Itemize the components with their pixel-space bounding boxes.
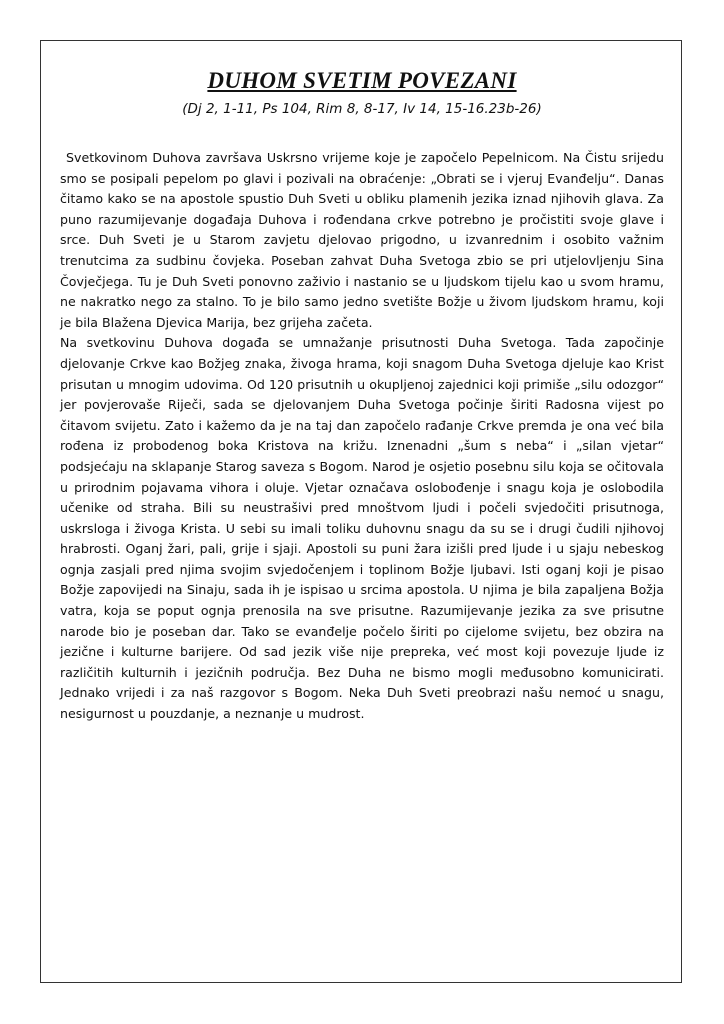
paragraph-1: Svetkovinom Duhova završava Uskrsno vrijeme koje je započelo Pepelnicom. Na Čistu srijedu smo se posipali pepelom po glavi i pozivali na obraćenje: „Obrati se i vjeruj Evanđelju“. Danas čitamo kako se na apostole spustio Duh Sveti u obliku plamenih jezika iznad njihovih glava. Za puno razumijevanje događaja Duhova i rođendana crkve potrebno je pročistiti svoje glave i srce. Duh Sveti je u Starom zavjetu djelovao prigodno, u izvanrednim i osobito važnim trenutcima za sudbinu čovjeka. Poseban zahvat Duha Svetoga zbio se pri utjelovljenju Sina Čovječjega. Tu je Duh Sveti ponovno zaživio i nastanio se u ljudskom tijelu kao u svom hramu, ne nakratko nego za stalno. To je bilo samo jedno svetište Božje u živom ljudskom hramu, koji je bila Blažena Djevica Marija, bez grijeha začeta. [60, 150, 664, 330]
document-body [60, 148, 664, 725]
paragraph-2: Na svetkovinu Duhova događa se umnažanje prisutnosti Duha Svetoga. Tada započinje djelovanje Crkve kao Božjeg znaka, živoga hrama, koji snagom Duha Svetoga djeluje kao Krist prisutan u mnogim udovima. Od 120 prisutnih u okupljenoj zajednici koji primiše „silu odozgor“ jer povjerovaše Riječi, sada se djelovanjem Duha Svetoga počinje širiti Radosna vijest po čitavom svijetu. Zato i kažemo da je na taj dan započelo rađanje Crkve premda je ona već bila rođena iz probodenog boka Kristova na križu. Iznenadni „šum s neba“ i „silan vjetar“ podsjećaju na sklapanje Starog saveza s Bogom. Narod je osjetio posebnu silu koja se očitovala u prirodnim pojavama vihora i oluje. Vjetar označava oslobođenje i snagu koja je oslobodila učenike od straha. Bili su neustrašivi pred mnoštvom ljudi i počeli svjedočiti prisutnoga, uskrsloga i živoga Krista. U sebi su imali toliku duhovnu snagu da su se i drugi čudili njihovoj hrabrosti. Oganj žari, pali, grije i sjaji. Apostoli su puni žara izišli pred ljude i u sjaju nebeskog ognja zasjali pred njima svojim svjedočenjem i toplinom Božje ljubavi. Isti oganj koji je pisao Božje zapovijedi na Sinaju, sada ih je ispisao u srcima apostola. U njima je bila zapaljena Božja vatra, koja se poput ognja prenosila na sve prisutne. Razumijevanje jezika za sve prisutne narode bio je poseban dar. Tako se evanđelje počelo širiti po cijelome svijetu, bez obzira na jezične i kulturne barijere. Od sad jezik više nije prepreka, već most koji povezuje ljude iz različitih kulturnih i jezičnih područja. Bez Duha ne bismo mogli međusobno komunicirati. Jednako vrijedi i za naš razgovor s Bogom. Neka Duh Sveti preobrazi našu nemoć u snagu, nesigurnost u pouzdanje, a neznanje u mudrost. [60, 335, 664, 722]
scripture-references: (Dj 2, 1-11, Ps 104, Rim 8, 8-17, Iv 14, 15-16.23b-26) [182, 101, 542, 117]
document-title: DUHOM SVETIM POVEZANI [207, 68, 517, 93]
